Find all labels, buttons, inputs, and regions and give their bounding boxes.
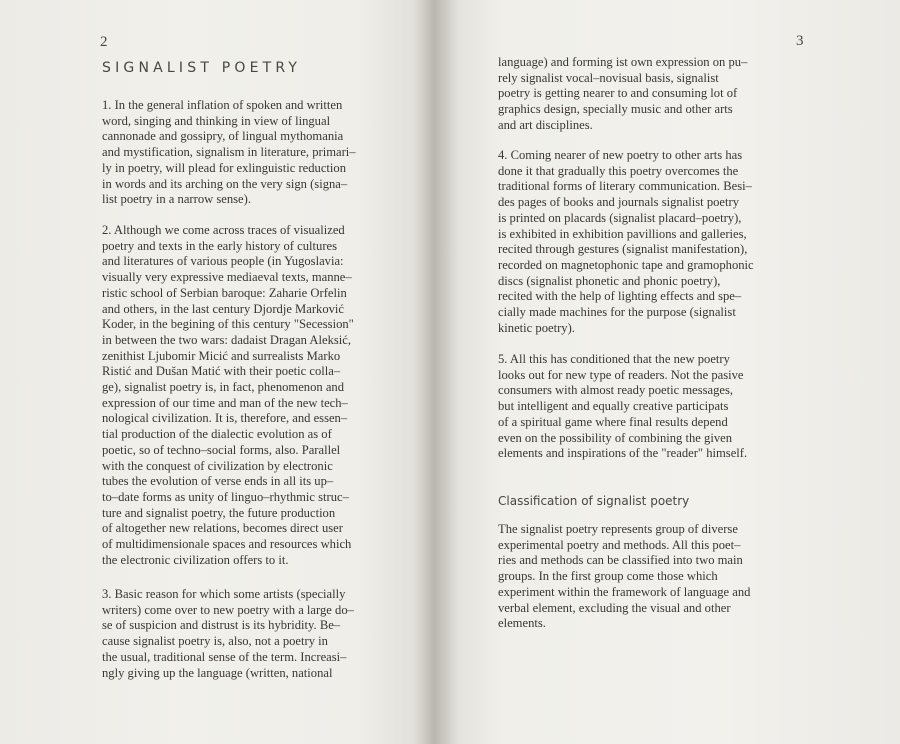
text-line: ge), signalist poetry is, in fact, phenomenon and xyxy=(102,380,345,395)
text-line: des pages of books and journals signalist poetry xyxy=(498,195,739,210)
text-line: tial production of the dialectic evolution as of xyxy=(102,427,332,442)
text-line: of a spiritual game where final results depend xyxy=(498,414,728,429)
text-line: Koder, in the begining of this century "Secession" xyxy=(102,317,354,332)
text-line: and mystification, signalism in literature, primari– xyxy=(102,145,356,160)
text-line: and literatures of various people (in Yugoslavia: xyxy=(102,254,344,269)
text-line: of altogether new relations, becomes direct user xyxy=(102,521,343,536)
text-line: The signalist poetry represents group of diverse xyxy=(498,522,738,536)
text-line: poetry and texts in the early history of cultures xyxy=(102,238,338,253)
paragraph-5 xyxy=(498,352,747,462)
left-page xyxy=(0,0,440,744)
text-line: 2. Although we come across traces of visualized xyxy=(102,223,345,237)
text-line: Ristić and Dušan Matić with their poetic colla– xyxy=(102,364,341,379)
text-line: poetic, so of techno–social forms, also. Parallel xyxy=(102,442,341,457)
text-line: cially made machines for the purpose (signalist xyxy=(498,305,736,320)
text-line: in words and its arching on the very sign (signa– xyxy=(102,176,348,191)
text-line: ture and signalist poetry, the future production xyxy=(102,505,336,520)
text-line: word, singing and thinking in view of lingual xyxy=(102,113,331,128)
text-line: experimental poetry and methods. All this poet– xyxy=(498,537,741,552)
text-line: rely signalist vocal–novisual basis, signalist xyxy=(498,70,719,85)
paragraph-2 xyxy=(102,223,354,568)
text-line: the usual, traditional sense of the term. Increasi– xyxy=(102,649,347,664)
text-line: expression of our time and man of the new tech– xyxy=(102,395,348,410)
paragraph-1 xyxy=(102,98,356,208)
text-line: 5. All this has conditioned that the new poetry xyxy=(498,352,730,366)
text-line: visually very expressive mediaeval texts, manne– xyxy=(102,270,352,285)
text-line: consumers with almost ready poetic messages, xyxy=(498,383,734,398)
text-line: discs (signalist phonetic and phonic poetry), xyxy=(498,273,721,288)
text-line: ries and methods can be classified into two main xyxy=(498,553,743,568)
text-line: zenithist Ljubomir Micić and surrealists Marko xyxy=(102,348,341,363)
text-line: traditional forms of literary communication. Besi– xyxy=(498,179,752,194)
text-line: but intelligent and equally creative participats xyxy=(498,399,729,414)
right-page xyxy=(440,0,900,744)
page-number-right: 3 xyxy=(796,33,804,49)
text-line: 1. In the general inflation of spoken and written xyxy=(102,98,343,112)
page-title: SIGNALIST POETRY xyxy=(102,60,302,76)
text-line: is exhibited in exhibition pavillions and galleries, xyxy=(498,226,747,241)
text-line: se of suspicion and distrust is its hybridity. Be– xyxy=(102,618,341,633)
text-line: verbal element, excluding the visual and other xyxy=(498,600,731,615)
text-line: even on the possibility of combining the given xyxy=(498,430,732,445)
text-line: with the conquest of civilization by electronic xyxy=(102,458,333,473)
text-line: poetry is getting nearer to and consuming lot of xyxy=(498,86,738,101)
text-line: graphics design, specially music and other arts xyxy=(498,102,733,117)
text-line: kinetic poetry). xyxy=(498,320,575,335)
text-line: cannonade and gossipry, of lingual mythomania xyxy=(102,129,344,144)
text-line: recited with the help of lighting effects and spe– xyxy=(498,289,742,304)
text-line: in between the two wars: dadaist Dragan Aleksić, xyxy=(102,332,352,347)
text-line: ristic school of Serbian baroque: Zaharie Orfelin xyxy=(102,285,347,300)
text-line: ngly giving up the language (written, national xyxy=(102,665,333,680)
text-line: groups. In the first group come those which xyxy=(498,569,718,584)
text-line: 3. Basic reason for which some artists (specially xyxy=(102,587,346,601)
text-line: is printed on placards (signalist placard–poetry), xyxy=(498,210,742,225)
section-heading: Classification of signalist poetry xyxy=(498,494,690,508)
text-line: nological civilization. It is, therefore, and essen– xyxy=(102,411,348,426)
text-line: looks out for new type of readers. Not the pasive xyxy=(498,367,744,382)
text-line: of multidimensionale spaces and resources which xyxy=(102,537,352,552)
text-line: writers) come over to new poetry with a large do– xyxy=(102,602,354,617)
text-line: list poetry in a narrow sense). xyxy=(102,192,251,207)
page-number-left: 2 xyxy=(100,34,108,50)
text-line: elements. xyxy=(498,616,546,631)
text-line: done it that gradually this poetry overcomes the xyxy=(498,163,739,178)
text-line: recorded on magnetophonic tape and gramophonic xyxy=(498,257,754,272)
text-line: cause signalist poetry is, also, not a poetry in xyxy=(102,634,328,649)
text-line: and art disciplines. xyxy=(498,117,593,132)
paragraph-4 xyxy=(498,148,754,336)
text-line: tubes the evolution of verse ends in all its up– xyxy=(102,474,334,489)
text-line: experiment within the framework of language and xyxy=(498,584,751,599)
text-line: and others, in the last century Djordje Marković xyxy=(102,301,345,316)
text-line: language) and forming ist own expression on pu– xyxy=(498,55,748,69)
text-line: elements and inspirations of the "reader" himself. xyxy=(498,446,748,461)
text-line: to–date forms as unity of linguo–rhythmic struc– xyxy=(102,489,349,504)
text-line: the electronic civilization offers to it. xyxy=(102,552,289,567)
section-paragraph xyxy=(498,522,750,632)
text-line: 4. Coming nearer of new poetry to other arts has xyxy=(498,148,743,162)
paragraph-3-continued xyxy=(498,55,747,134)
text-line: ly in poetry, will plead for exlinguistic reduction xyxy=(102,160,347,175)
text-line: recited through gestures (signalist manifestation), xyxy=(498,242,748,257)
paragraph-3 xyxy=(102,587,354,681)
